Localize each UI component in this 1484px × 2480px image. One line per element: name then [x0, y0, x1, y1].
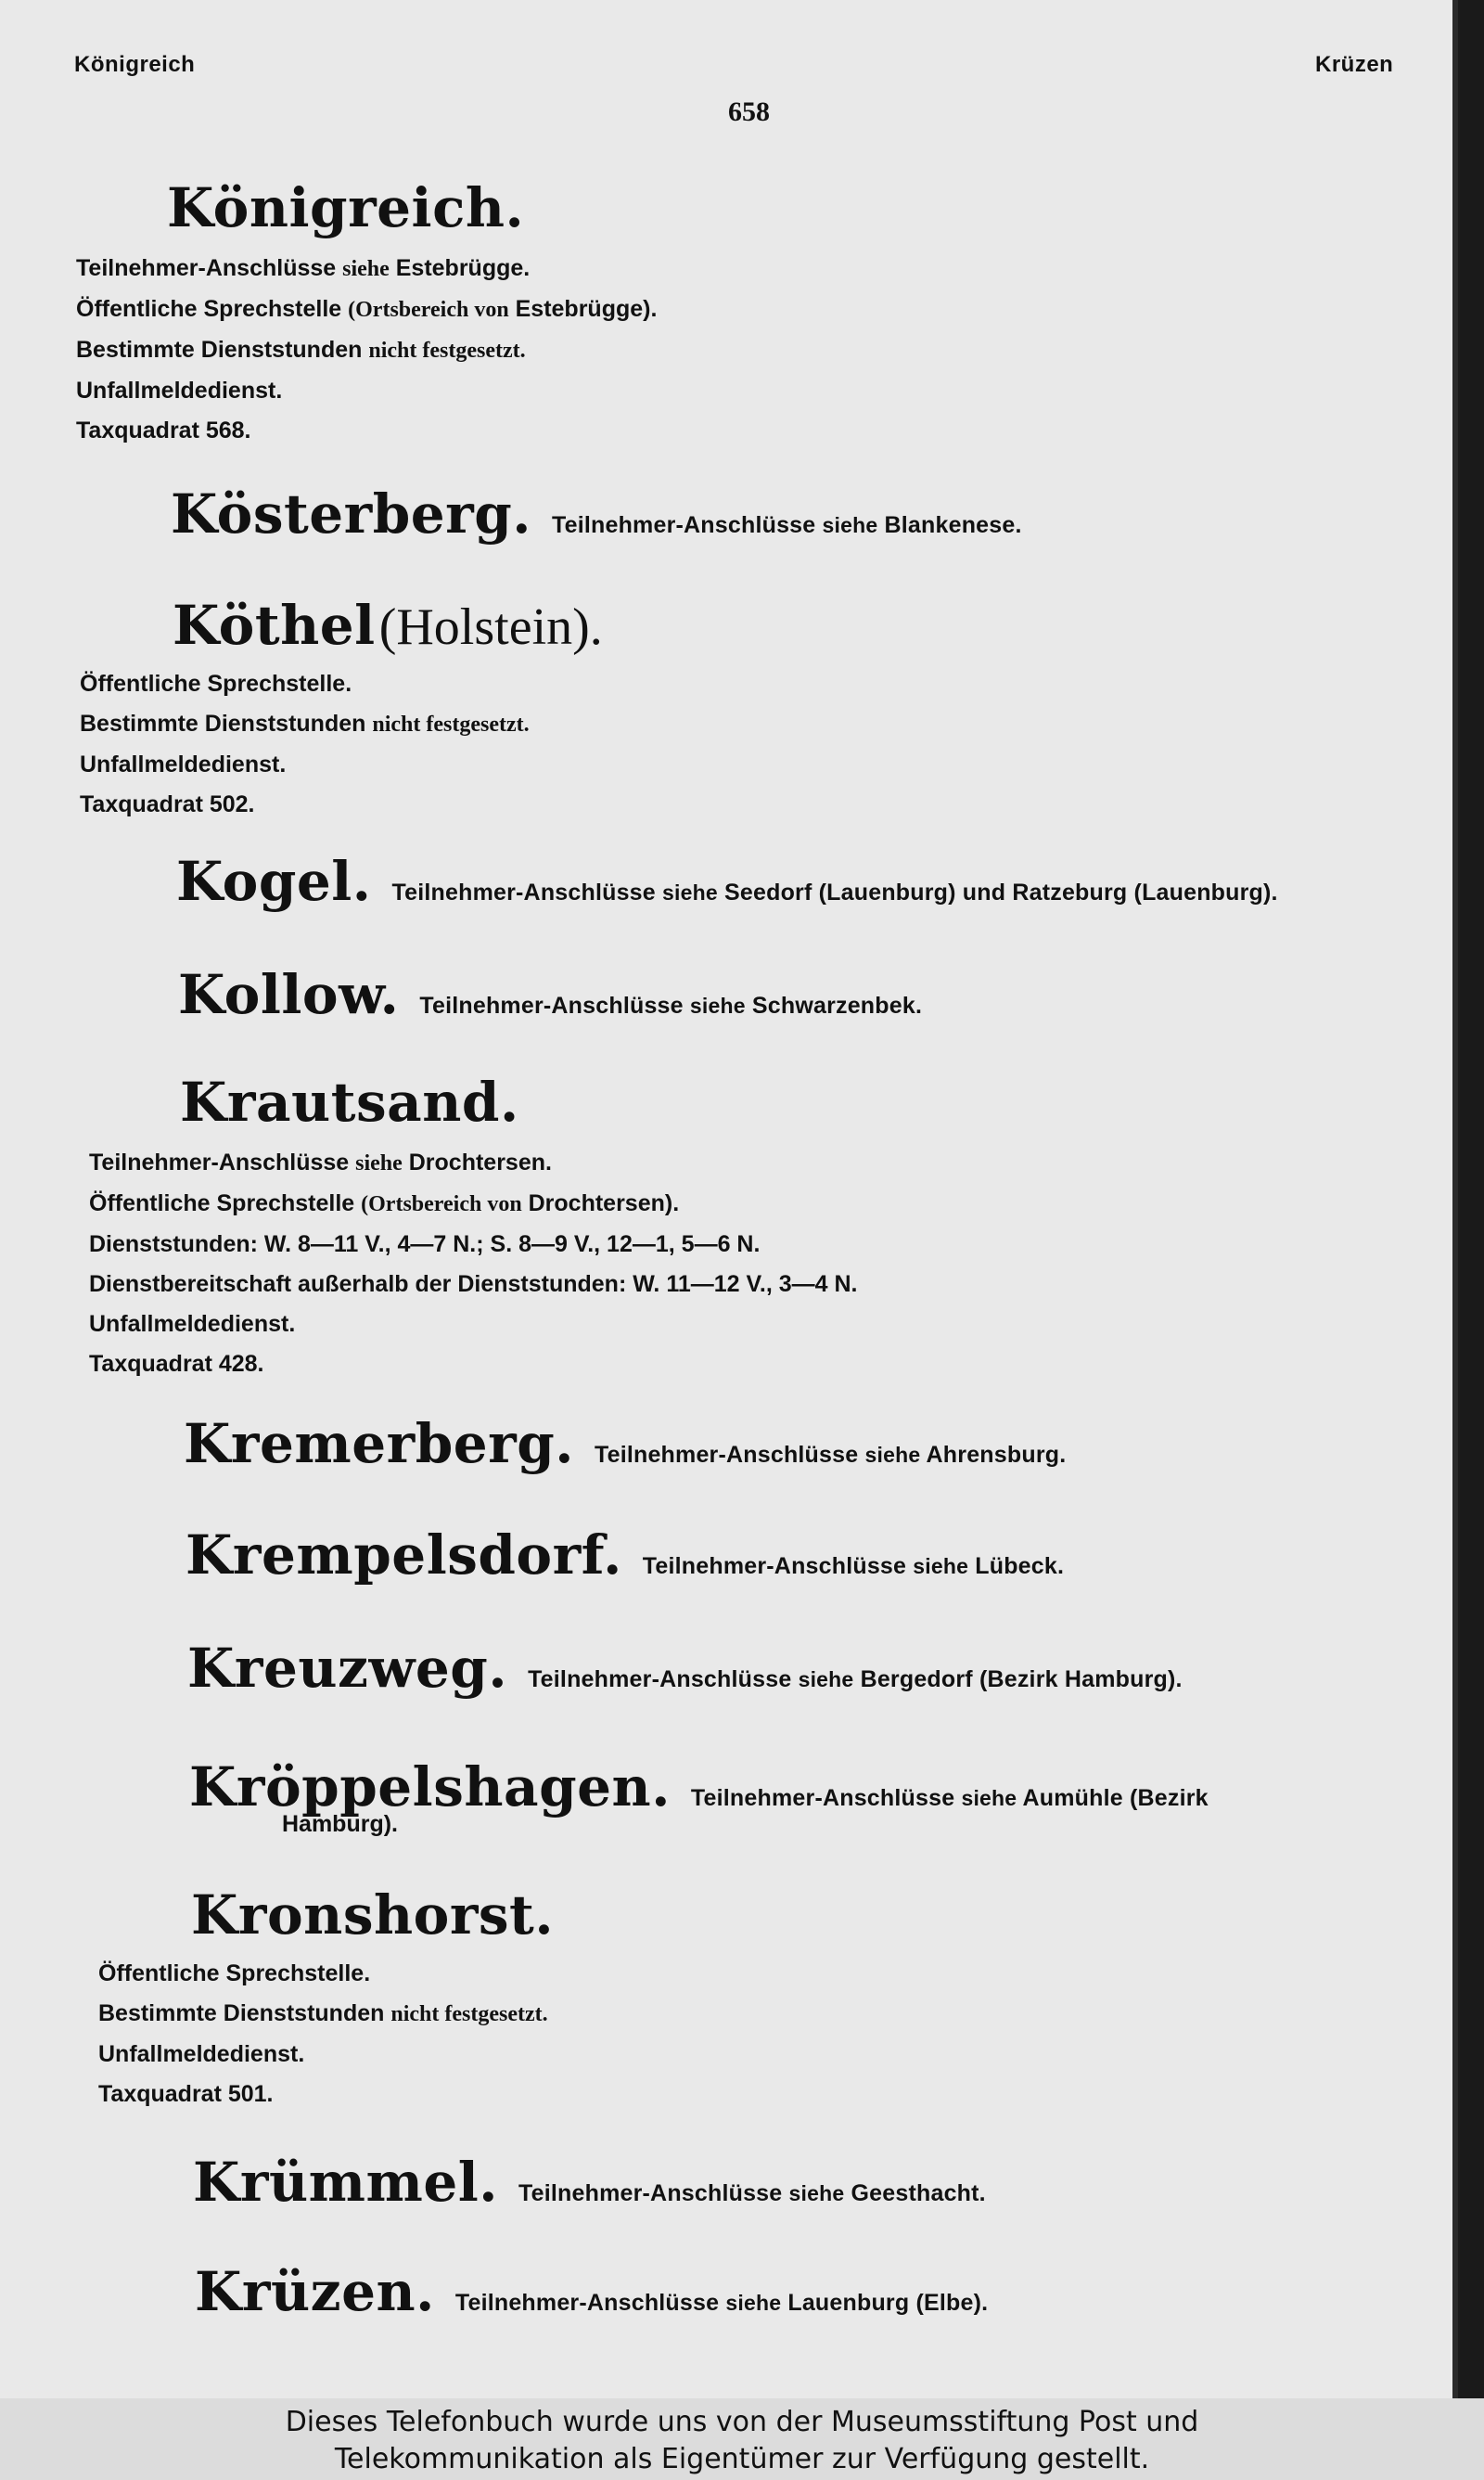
entry-name: Kronshorst.: [191, 1883, 555, 1947]
detail-line: Teilnehmer-Anschlüsse siehe Estebrügge.: [76, 255, 531, 281]
entry-reference: Teilnehmer-Anschlüsse siehe Schwarzenbek.: [419, 993, 923, 1019]
entry-kronshorst: [191, 1883, 1452, 1947]
running-head-left: Königreich: [74, 52, 196, 77]
detail-line: Teilnehmer-Anschlüsse siehe Drochtersen.: [89, 1150, 552, 1176]
entry-name: Krümmel.: [193, 2151, 499, 2214]
detail-line: Unfallmeldedienst.: [98, 2041, 305, 2067]
attribution-footer: [0, 2398, 1484, 2480]
entry-name: Kösterberg.: [171, 482, 531, 546]
entry-kollow: [178, 963, 1452, 1026]
detail-line: Dienstbereitschaft außerhalb der Dienststunden: W. 11—12 V., 3—4 N.: [89, 1271, 858, 1297]
entry-reference: Teilnehmer-Anschlüsse siehe Ahrensburg.: [594, 1442, 1067, 1468]
detail-line: Taxquadrat 502.: [80, 791, 255, 817]
entry-name: Kreuzweg.: [187, 1637, 508, 1700]
entry-name: Krautsand.: [180, 1071, 519, 1134]
detail-line: Öffentliche Sprechstelle.: [98, 1960, 371, 1986]
footer-line-1: Dieses Telefonbuch wurde uns von der Museumsstiftung Post und: [285, 2406, 1199, 2438]
entry-kruemmel: [193, 2151, 1452, 2214]
entry-koenigreich-details: [76, 249, 1452, 451]
detail-line: Öffentliche Sprechstelle (Ortsbereich von Drochtersen).: [89, 1190, 680, 1216]
entry-krempelsdorf: [186, 1523, 1452, 1587]
entry-kroeppelshagen: [189, 1755, 1452, 1838]
entry-koethel-details: [80, 664, 1452, 825]
entry-reference: Teilnehmer-Anschlüsse siehe Seedorf (Lauenburg) und Ratzeburg (Lauenburg).: [391, 880, 1278, 906]
footer-line-2: Telekommunikation als Eigentümer zur Verfügung gestellt.: [334, 2443, 1150, 2475]
entry-name: Kröppelshagen.: [189, 1755, 671, 1818]
detail-line: Taxquadrat 501.: [98, 2081, 274, 2107]
detail-line: Bestimmte Dienststunden nicht festgesetzt.: [98, 2000, 548, 2026]
entry-name: Kogel.: [176, 850, 372, 913]
entry-name: Krempelsdorf.: [186, 1523, 622, 1587]
entry-kremerberg: [184, 1412, 1452, 1475]
entry-koenigreich: [167, 176, 1452, 239]
entry-kreuzweg: [187, 1637, 1452, 1700]
entry-reference: Teilnehmer-Anschlüsse siehe Bergedorf (Bezirk Hamburg).: [528, 1666, 1183, 1692]
entry-reference-continued: Hamburg).: [282, 1811, 398, 1837]
entry-name: Köthel: [173, 594, 376, 657]
running-head-right: Krüzen: [1315, 52, 1394, 77]
entry-reference: Teilnehmer-Anschlüsse siehe Geesthacht.: [518, 2180, 986, 2206]
entry-kogel: [176, 850, 1452, 913]
entry-qualifier: (Holstein).: [378, 598, 603, 656]
detail-line: Unfallmeldedienst.: [76, 378, 283, 404]
entry-name: Königreich.: [167, 176, 525, 239]
detail-line: Unfallmeldedienst.: [80, 752, 287, 777]
detail-line: Taxquadrat 428.: [89, 1351, 264, 1377]
detail-line: Bestimmte Dienststunden nicht festgesetzt.: [76, 337, 526, 363]
detail-line: Dienststunden: W. 8—11 V., 4—7 N.; S. 8—9 V., 12—1, 5—6 N.: [89, 1231, 761, 1257]
detail-line: Taxquadrat 568.: [76, 418, 251, 443]
page-number: 658: [728, 96, 770, 127]
entry-koesterberg: [171, 482, 1452, 546]
entry-reference: Teilnehmer-Anschlüsse siehe Aumühle (Bezirk: [690, 1785, 1209, 1811]
entry-kronshorst-details: [98, 1954, 1452, 2114]
entry-name: Kollow.: [178, 963, 400, 1026]
entry-reference: Teilnehmer-Anschlüsse siehe Lübeck.: [642, 1553, 1065, 1579]
entry-kruezen: [195, 2260, 1452, 2323]
entry-name: Krüzen.: [195, 2260, 435, 2323]
entry-name: Kremerberg.: [184, 1412, 574, 1475]
detail-line: Öffentliche Sprechstelle.: [80, 671, 352, 697]
detail-line: Unfallmeldedienst.: [89, 1311, 296, 1337]
entry-krautsand-details: [89, 1143, 1452, 1384]
entry-krautsand: [180, 1071, 1452, 1134]
entry-reference: Teilnehmer-Anschlüsse siehe Lauenburg (Elbe).: [454, 2290, 989, 2316]
entry-koethel: [173, 594, 1452, 657]
entry-reference: Teilnehmer-Anschlüsse siehe Blankenese.: [552, 512, 1022, 538]
detail-line: Öffentliche Sprechstelle (Ortsbereich von Estebrügge).: [76, 296, 658, 322]
detail-line: Bestimmte Dienststunden nicht festgesetzt.: [80, 711, 530, 737]
